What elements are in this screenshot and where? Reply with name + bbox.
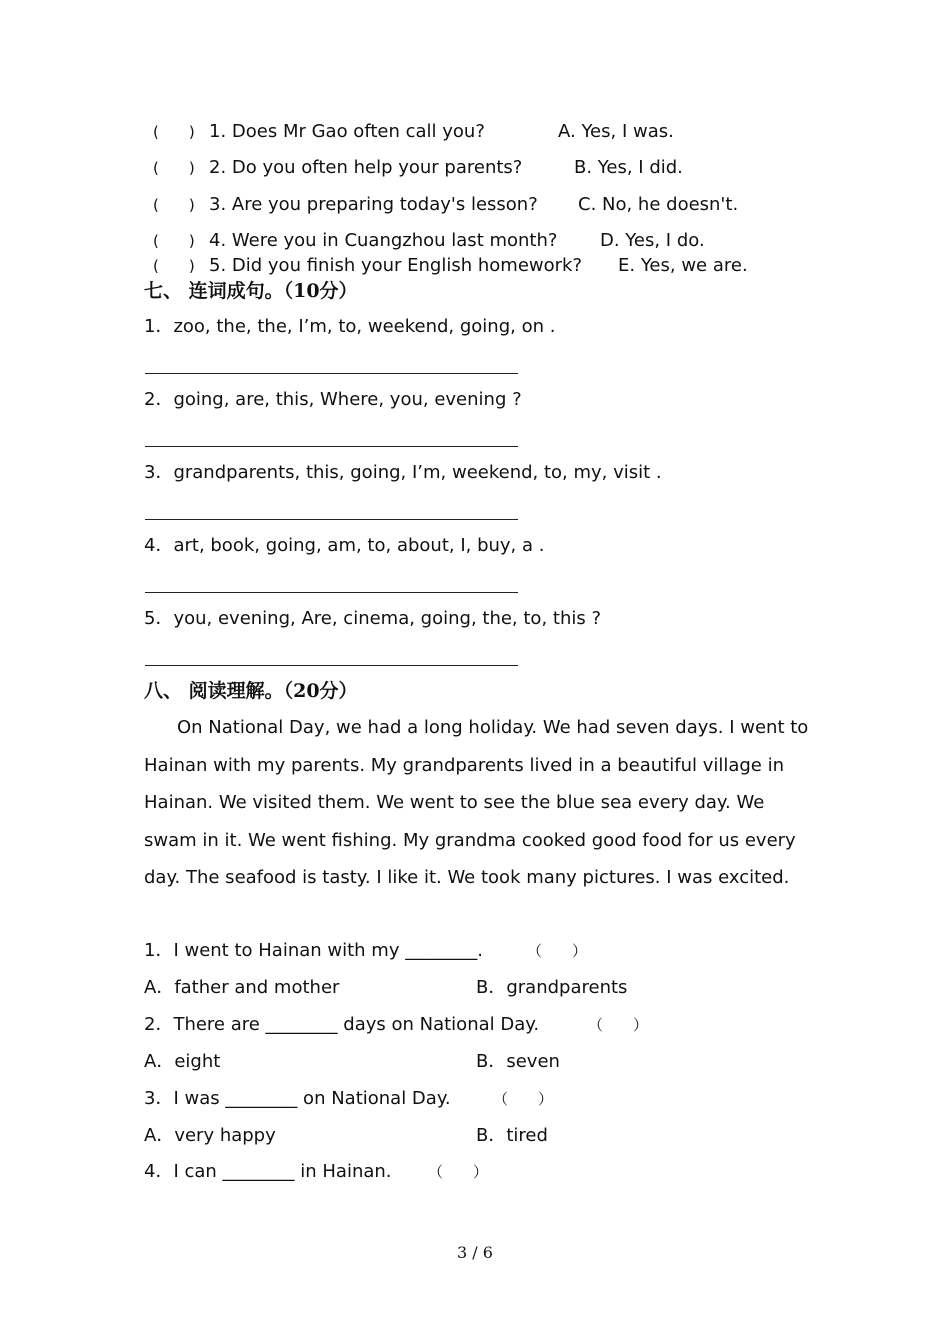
reading-question: 1．I went to Hainan with my ________. <box>144 940 483 961</box>
answer-line[interactable] <box>145 592 518 593</box>
page-number: 3 / 6 <box>457 1243 493 1262</box>
answer-paren: （ ） <box>428 1163 489 1181</box>
reading-question: 4．I can ________ in Hainan. <box>144 1161 392 1182</box>
sentence-item: 3．grandparents, this, going, I’m, weekend, to, my, visit . <box>144 462 662 483</box>
answer-paren: ( ) <box>153 232 195 250</box>
reading-passage: On National Day, we had a long holiday. We had seven days. I went to Hainan with my parents. My grandparents lived in a beautiful village in Hainan. We visited them. We went to see the blue sea every day. We swam in it. We went fishing. My grandma cooked good food for us every day. The seafood is tasty. I like it. We took many pictures. I was excited. <box>144 717 809 888</box>
answer-line[interactable] <box>145 665 518 666</box>
reading-question: 2．There are ________ days on National Day. <box>144 1014 540 1035</box>
matching-answer: A. Yes, I was. <box>558 121 674 142</box>
sentence-item: 4．art, book, going, am, to, about, I, buy, a . <box>144 535 545 556</box>
option-b: B．tired <box>476 1125 548 1146</box>
sentence-item: 1．zoo, the, the, I’m, to, weekend, going, on . <box>144 316 556 337</box>
matching-answer: D. Yes, I do. <box>600 230 705 251</box>
matching-answer: B. Yes, I did. <box>574 157 683 178</box>
answer-line[interactable] <box>145 519 518 520</box>
option-b: B．grandparents <box>476 977 628 998</box>
answer-line[interactable] <box>145 446 518 447</box>
section-eight-title: 八、 阅读理解。（20分） <box>144 680 358 702</box>
matching-question: 4. Were you in Cuangzhou last month? <box>209 230 558 251</box>
answer-paren: ( ) <box>153 196 195 214</box>
sentence-item: 5．you, evening, Are, cinema, going, the, to, this ? <box>144 608 602 629</box>
answer-paren: （ ） <box>588 1016 649 1034</box>
answer-paren: （ ） <box>493 1090 554 1108</box>
answer-paren: ( ) <box>153 159 195 177</box>
option-b: B．seven <box>476 1051 560 1072</box>
answer-line[interactable] <box>145 373 518 374</box>
matching-answer: E. Yes, we are. <box>618 255 748 276</box>
option-a: A．father and mother <box>144 977 340 998</box>
answer-paren: ( ) <box>153 257 195 275</box>
matching-question: 2. Do you often help your parents? <box>209 157 523 178</box>
section-seven-title: 七、 连词成句。（10分） <box>144 280 358 302</box>
matching-question: 5. Did you finish your English homework? <box>209 255 583 276</box>
matching-answer: C. No, he doesn't. <box>578 194 739 215</box>
option-a: A．very happy <box>144 1125 276 1146</box>
matching-question: 3. Are you preparing today's lesson? <box>209 194 538 215</box>
answer-paren: ( ) <box>153 123 195 141</box>
reading-question: 3．I was ________ on National Day. <box>144 1088 451 1109</box>
option-a: A．eight <box>144 1051 221 1072</box>
answer-paren: （ ） <box>527 942 588 960</box>
sentence-item: 2．going, are, this, Where, you, evening ? <box>144 389 522 410</box>
matching-question: 1. Does Mr Gao often call you? <box>209 121 485 142</box>
